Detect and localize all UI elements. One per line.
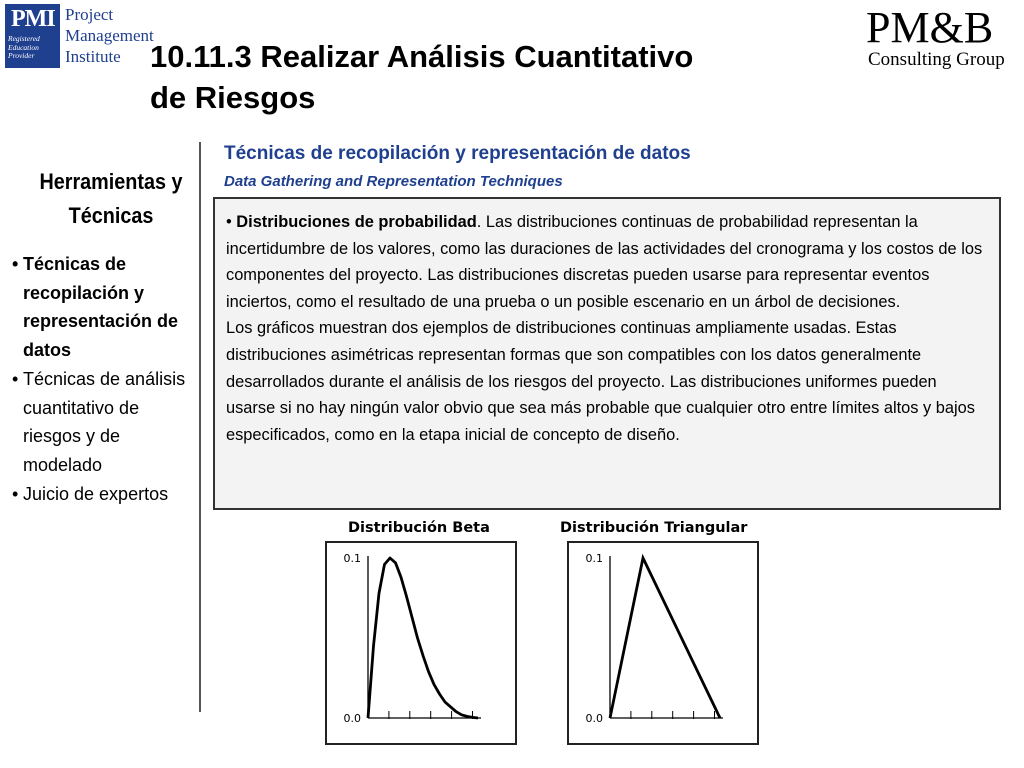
pmb-logo-main: PM&B (866, 3, 994, 52)
chart-title-beta: Distribución Beta (348, 520, 490, 536)
pmi-caption-line: Provider (8, 51, 35, 60)
body-text: . Las distribuciones continuas de probabilidad representan la incertidumbre de los valores, como las duraciones de las actividades del cronograma y los costos de los componentes del proyecto. Las distribuciones discretas pueden usarse para representar eventos inciertos, como el resultado de una prueba o un posible escenario en un árbol de decisiones. (226, 213, 983, 311)
body-paragraph: Los gráficos muestran dos ejemplos de distribuciones continuas ampliamente usadas. Estas distribuciones asimétricas representan formas que son compatibles con los datos generalmente desarrollados durante el análisis de los riesgos del proyecto. Las distribuciones uniformes pueden usarse si no hay ningún valor obvio que sea más probable que cualquier otro entre límites altos y bajos especificados, como en la etapa inicial de concepto de diseño. (226, 319, 975, 444)
content-box (213, 197, 1001, 510)
pmi-caption-line: Education (8, 42, 39, 52)
section-subtitle: Data Gathering and Representation Techniques (224, 173, 563, 190)
distribution-curve (610, 558, 720, 718)
section-title: Técnicas de recopilación y representación de datos (224, 143, 691, 164)
pmb-logo (866, 3, 1016, 72)
pmi-logo-letters: PMI (11, 6, 55, 32)
lead-term: Distribuciones de probabilidad (236, 213, 477, 231)
pmi-name-line: Project (65, 5, 114, 24)
y-tick-label: 0.0 (343, 712, 361, 725)
y-tick-label: 0.1 (343, 552, 361, 565)
pmb-logo-sub: Consulting Group (868, 49, 1005, 70)
tools-heading-line: Técnicas (68, 203, 154, 228)
distribution-curve (368, 558, 478, 718)
tools-list-item: • Técnicas de análisis cuantitativo de riesgos y de modelado (12, 365, 197, 480)
column-divider (199, 142, 201, 712)
pmi-name-line: Institute (65, 47, 121, 66)
chart-beta-svg (327, 543, 515, 743)
tools-list-item: • Juicio de expertos (12, 480, 197, 509)
chart-triangular (567, 541, 759, 745)
bullet: • (226, 213, 237, 231)
tools-list-item: • Técnicas de recopilación y representación de datos (12, 250, 197, 365)
tools-heading (33, 165, 190, 233)
body-paragraph (226, 209, 989, 315)
y-tick-label: 0.1 (585, 552, 603, 565)
tools-heading-line: Herramientas y (39, 169, 183, 194)
page-title (150, 36, 850, 118)
pmi-caption-line: Registered (8, 34, 40, 43)
chart-beta (325, 541, 517, 745)
pmi-logo-mark (5, 4, 60, 68)
pmi-name-line: Management (65, 26, 154, 45)
y-tick-label: 0.0 (585, 712, 603, 725)
pmi-logo-name (65, 4, 155, 67)
pmi-logo-caption (8, 35, 58, 61)
chart-title-triangular: Distribución Triangular (560, 520, 748, 536)
page-title-line: de Riesgos (150, 80, 316, 115)
tools-list (12, 250, 197, 508)
chart-triangular-svg (569, 543, 757, 743)
pmi-logo (5, 4, 154, 68)
page-title-line: 10.11.3 Realizar Análisis Cuantitativo (150, 39, 694, 74)
